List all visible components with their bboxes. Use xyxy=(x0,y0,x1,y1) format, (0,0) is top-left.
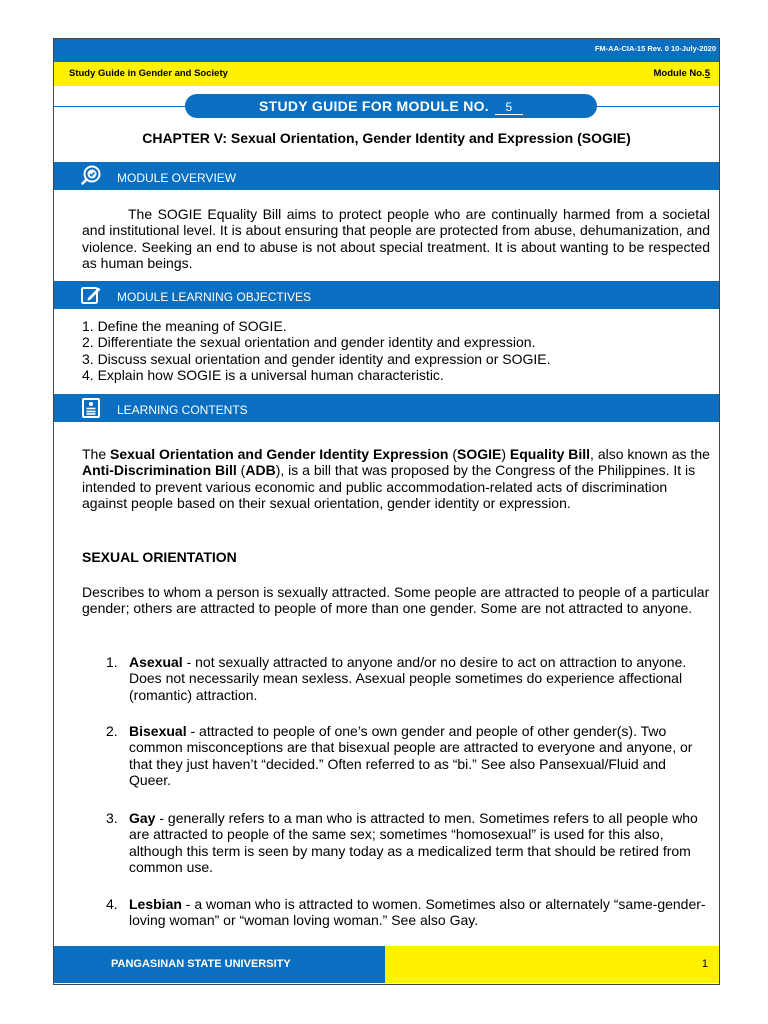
chapter-title: CHAPTER V: Sexual Orientation, Gender Identity and Expression (SOGIE) xyxy=(142,130,631,146)
study-guide-title-banner xyxy=(185,94,597,118)
list-item-term: Gay xyxy=(129,810,156,826)
magnifier-check-icon xyxy=(80,165,102,187)
sogie-bill-intro xyxy=(82,446,710,511)
list-item-definition: - generally refers to a man who is attracted to men. Sometimes refers to all people who are attracted to people of the same sex; sometimes “homosexual” is used for this also, although this term is seen by many today as a medicalized term that should be retired from common use. xyxy=(129,810,698,875)
list-item xyxy=(106,810,710,875)
form-code: FM-AA-CIA-15 Rev. 0 10-July-2020 xyxy=(594,44,716,53)
intro-text: , also known as the xyxy=(590,446,710,462)
list-item-term: Lesbian xyxy=(129,896,182,912)
footer-university-block xyxy=(54,946,385,983)
module-number: 5 xyxy=(704,68,710,79)
intro-text: ), is a bill that was proposed by the Congress of the Philippines. It is intended to prevent various economic and public accommodation-related acts of discrimination against people based on their sexual orientation, gender identity or expression. xyxy=(82,462,696,511)
intro-bold-term: Equality Bill xyxy=(509,446,591,462)
form-code-bar xyxy=(54,39,719,62)
study-guide-title-number: 5 xyxy=(495,100,523,115)
intro-text: The xyxy=(82,446,111,462)
document-list-icon xyxy=(80,397,102,419)
edit-pencil-icon xyxy=(80,284,102,306)
title-rule-right xyxy=(594,106,720,107)
learning-objectives-heading: MODULE LEARNING OBJECTIVES xyxy=(117,290,312,304)
sexual-orientation-description: Describes to whom a person is sexually attracted. Some people are attracted to people of a particular gender; others are attracted to people of more than one gender. Some are not attracted to anyone. xyxy=(82,584,710,617)
module-label: Module No. xyxy=(653,68,705,79)
list-item-term: Asexual xyxy=(129,654,183,670)
intro-bold-term: Sexual Orientation and Gender Identity Expression xyxy=(110,446,449,462)
study-guide-title: STUDY GUIDE FOR MODULE NO. xyxy=(259,98,489,114)
objective-item: 3. Discuss sexual orientation and gender identity and expression or SOGIE. xyxy=(82,350,551,367)
list-item-number: 3. xyxy=(106,810,118,826)
intro-bold-term: SOGIE xyxy=(457,446,502,462)
title-rule-left xyxy=(54,106,186,107)
page-number: 1 xyxy=(701,958,708,970)
learning-contents-heading: LEARNING CONTENTS xyxy=(117,403,248,417)
university-name: PANGASINAN STATE UNIVERSITY xyxy=(111,958,291,970)
list-item-term: Bisexual xyxy=(129,723,187,739)
intro-text: ( xyxy=(448,446,457,462)
objective-item: 2. Differentiate the sexual orientation and gender identity and expression. xyxy=(82,334,536,351)
learning-objectives-list xyxy=(82,318,710,383)
learning-objectives-bar xyxy=(54,281,719,309)
footer-page-block xyxy=(385,946,720,983)
module-overview-text: The SOGIE Equality Bill aims to protect people who are continually harmed from a societal and institutional level. It is about ensuring that people are protected from abuse, dehumanization, and violence. Seeking an end to abuse is not about special treatment. It is about wanting to be respected as human beings. xyxy=(82,206,710,271)
intro-bold-term: ADB xyxy=(245,462,276,479)
module-overview-heading: MODULE OVERVIEW xyxy=(117,171,237,185)
objective-item: 4. Explain how SOGIE is a universal human characteristic. xyxy=(82,366,444,383)
sexual-orientation-heading: SEXUAL ORIENTATION xyxy=(82,549,237,565)
intro-bold-term: Anti-Discrimination Bill xyxy=(82,462,237,479)
module-number-label xyxy=(654,68,711,79)
module-overview-bar xyxy=(54,162,719,190)
list-item-number: 1. xyxy=(106,654,118,670)
list-item-definition: - not sexually attracted to anyone and/or no desire to act on attraction to anyone. Does not necessarily mean sexless. Asexual people sometimes do experience affectional (romantic) attraction. xyxy=(129,654,687,703)
module-header-bar xyxy=(54,62,719,86)
list-item-number: 2. xyxy=(106,723,118,739)
list-item-definition: - attracted to people of one’s own gender and people of other gender(s). Two common misconceptions are that bisexual people are attracted to everyone and anyone, or that they just haven’t “decided.” Often referred to as “bi.” See also Pansexual/Fluid and Queer. xyxy=(129,723,693,788)
list-item-definition: - a woman who is attracted to women. Sometimes also or alternately “same-gender-loving woman” or “woman loving woman.” See also Gay. xyxy=(129,896,706,929)
list-item xyxy=(106,723,710,788)
intro-text: ) xyxy=(501,446,510,462)
study-guide-page xyxy=(53,38,720,985)
objective-item: 1. Define the meaning of SOGIE. xyxy=(82,318,287,334)
intro-text: ( xyxy=(236,462,246,479)
learning-contents-bar xyxy=(54,394,719,422)
list-item xyxy=(106,654,710,703)
course-title: Study Guide in Gender and Society xyxy=(69,68,228,79)
list-item-number: 4. xyxy=(106,896,118,912)
page-footer xyxy=(54,946,719,983)
list-item xyxy=(106,896,710,929)
